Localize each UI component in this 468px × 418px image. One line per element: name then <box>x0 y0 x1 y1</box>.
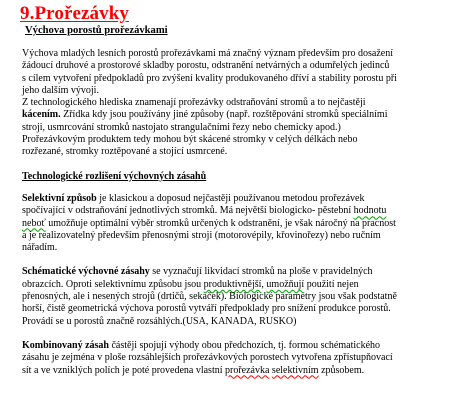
section-heading: Technologické rozlišení výchovných zásahů <box>22 170 207 182</box>
spacer <box>22 159 460 171</box>
combined-text-1: částěji spojují výhody obou předchozích, tj. formou schématického zásahu je zejména v ploše rozsáhlejších prořezávkových porostech vytvořena zpřístupňovací sít a ve vzniklých polích je poté provedena vlastní <box>22 339 393 376</box>
technology-paragraph-text: Z technologického hlediska znamenají prořezávky odstraňování stromů a to nejčastěji <box>22 97 366 109</box>
grammar-marked-word[interactable]: hodnotu <box>353 205 387 217</box>
combined-text-3: způsobem. <box>318 364 365 376</box>
schematic-text-3: použití nejen přenosných, ale i nesených strojů (drtičů, sekaček). Biologické parametry jsou však podstatně horší, čistě geometrická výchova porostů vytváří předpoklady pro snížení produkce porostů. Provádí se u porostů značně rozsáhlých.(USA, KANADA, RUSKO) <box>22 278 397 327</box>
spacer <box>22 328 460 340</box>
spacer <box>22 183 460 193</box>
grammar-marked-word[interactable]: umožňují <box>266 278 305 290</box>
schematic-paragraph <box>22 266 460 327</box>
grammar-marked-word[interactable]: neboť <box>22 217 46 229</box>
intro-paragraph: Výchova mladých lesních porostů prořezávkami má značný význam především pro dosažení žádoucí druhové a prostorové skladby porostu, odstranění netvárných a odumřelých jedinců s cílem vytvoření předpokladů pro zvýšení kvality produkovaného dříví a stability porostu při jeho dalším vývoji. <box>22 48 397 96</box>
combined-paragraph <box>22 340 460 377</box>
technology-bold-term: kácením. <box>22 109 61 121</box>
combined-term: Kombinovaný zásah <box>22 339 109 351</box>
schematic-term: Schématické výchovné zásahy <box>22 266 150 278</box>
schematic-text-1: se vyznačují likvidací stromků na ploše v pravidelných obrazcích. Oproti selektivnímu způsobu jsou <box>22 266 373 290</box>
document-subtitle: Výchova porostů prořezávkami <box>25 25 168 36</box>
spacer <box>22 254 460 266</box>
grammar-marked-word[interactable]: produktivnější <box>203 278 262 290</box>
spellcheck-marked-word[interactable]: prořezávka <box>225 364 270 376</box>
page-title: 9.Prořezávky <box>20 3 130 24</box>
selective-term: Selektivní způsob <box>22 192 97 204</box>
selective-text-1: je klasickou a doposud nejčastěji používanou metodou prořezávek spočívající v odstraňování jednotlivých stromků. Má největší biologicko- pěstební <box>22 192 365 217</box>
schematic-text-2: , <box>261 278 267 290</box>
document-body <box>22 48 460 377</box>
selective-paragraph <box>22 193 460 254</box>
spacer <box>0 37 468 48</box>
technology-paragraph <box>22 97 460 158</box>
selective-text-3: umožňuje optimální výběr stromků určených k odstranění, je však náročný na pracnost a je realizovatelný především přenosnými stroji (motorovépily, křovinořezy) nebo ručním nářadím. <box>22 217 396 254</box>
technology-paragraph-rest: Zřídka kdy jsou používány jiné způsoby (např. rozštěpování stromků speciálními stroji, usmrcování stromků nastojato strangulačními řezy nebo chemicky apod.) Prořezávkovým produktem tedy mohou být skácené stromky v celých délkách nebo rozřezané, stromky roztěpované a stojící usmrcené. <box>22 109 388 158</box>
spellcheck-marked-word[interactable]: selektivním <box>271 364 319 376</box>
